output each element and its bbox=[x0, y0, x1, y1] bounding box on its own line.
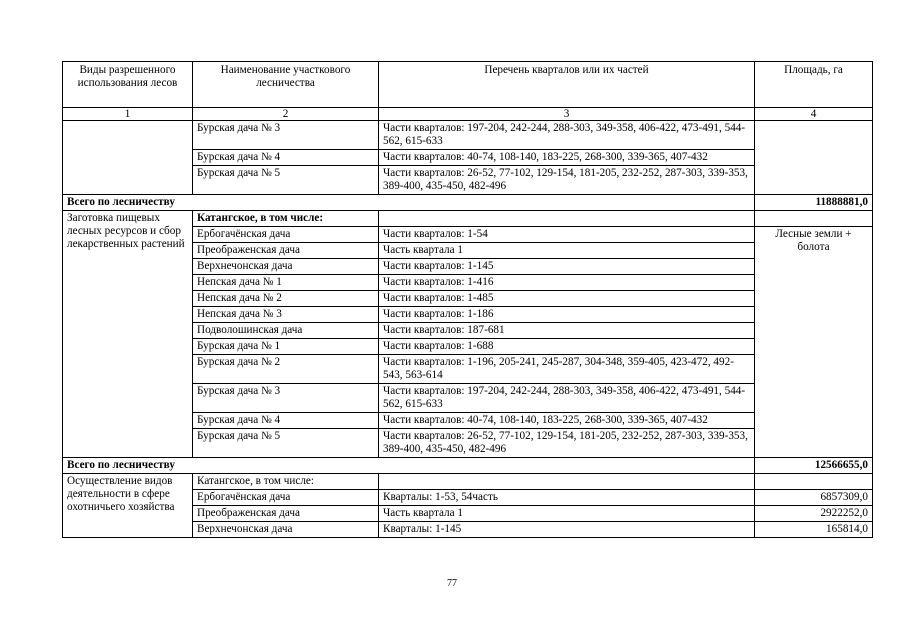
forestry-name-cell: Преображенская дача bbox=[193, 243, 379, 259]
area-cell bbox=[755, 121, 873, 195]
forestry-name-cell: Преображенская дача bbox=[193, 506, 379, 522]
area-cell: 2922252,0 bbox=[755, 506, 873, 522]
usage-type-cell bbox=[63, 121, 193, 195]
quarters-cell: Части кварталов: 1-186 bbox=[379, 307, 755, 323]
page-number: 77 bbox=[447, 578, 457, 589]
quarters-cell: Части кварталов: 1-485 bbox=[379, 291, 755, 307]
area-note-cell: Лесные земли + болота bbox=[755, 227, 873, 458]
table-row bbox=[63, 211, 873, 227]
quarters-cell: Часть квартала 1 bbox=[379, 243, 755, 259]
quarters-cell: Кварталы: 1-53, 54часть bbox=[379, 490, 755, 506]
forestry-name-cell: Бурская дача № 3 bbox=[193, 384, 379, 413]
area-cell: 6857309,0 bbox=[755, 490, 873, 506]
quarters-cell: Части кварталов: 26-52, 77-102, 129-154, 181-205, 232-252, 287-303, 339-353, 389-400, 435-450, 482-496 bbox=[379, 166, 755, 195]
column-number: 4 bbox=[755, 108, 873, 121]
quarters-cell: Части кварталов: 1-688 bbox=[379, 339, 755, 355]
usage-type-cell: Заготовка пищевых лесных ресурсов и сбор лекарственных растений bbox=[63, 211, 193, 458]
quarters-cell: Части кварталов: 1-145 bbox=[379, 259, 755, 275]
total-row bbox=[63, 195, 873, 211]
quarters-cell: Части кварталов: 40-74, 108-140, 183-225, 268-300, 339-365, 407-432 bbox=[379, 150, 755, 166]
forest-use-table bbox=[62, 61, 873, 538]
forestry-name-cell: Бурская дача № 2 bbox=[193, 355, 379, 384]
header-usage-type: Виды разрешенного использования лесов bbox=[63, 62, 193, 108]
quarters-cell: Части кварталов: 40-74, 108-140, 183-225, 268-300, 339-365, 407-432 bbox=[379, 413, 755, 429]
quarters-cell bbox=[379, 211, 755, 227]
forestry-name-cell: Бурская дача № 4 bbox=[193, 150, 379, 166]
usage-type-cell: Осуществление видов деятельности в сфере охотничьего хозяйства bbox=[63, 474, 193, 538]
column-number: 1 bbox=[63, 108, 193, 121]
total-row bbox=[63, 458, 873, 474]
quarters-cell: Часть квартала 1 bbox=[379, 506, 755, 522]
quarters-cell: Кварталы: 1-145 bbox=[379, 522, 755, 538]
quarters-cell bbox=[379, 474, 755, 490]
table-row bbox=[63, 121, 873, 150]
forestry-heading: Катангское, в том числе: bbox=[193, 474, 379, 490]
header-forestry-name: Наименование участкового лесничества bbox=[193, 62, 379, 108]
forestry-name-cell: Бурская дача № 4 bbox=[193, 413, 379, 429]
total-label: Всего по лесничеству bbox=[63, 458, 755, 474]
forestry-name-cell: Бурская дача № 5 bbox=[193, 429, 379, 458]
quarters-cell: Части кварталов: 187-681 bbox=[379, 323, 755, 339]
header-quarters-list: Перечень кварталов или их частей bbox=[379, 62, 755, 108]
forestry-heading: Катангское, в том числе: bbox=[193, 211, 379, 227]
forestry-name-cell: Непская дача № 3 bbox=[193, 307, 379, 323]
forestry-name-cell: Подволошинская дача bbox=[193, 323, 379, 339]
quarters-cell: Части кварталов: 1-416 bbox=[379, 275, 755, 291]
quarters-cell: Части кварталов: 26-52, 77-102, 129-154, 181-205, 232-252, 287-303, 339-353, 389-400, 435-450, 482-496 bbox=[379, 429, 755, 458]
quarters-cell: Части кварталов: 1-196, 205-241, 245-287, 304-348, 359-405, 423-472, 492-543, 563-614 bbox=[379, 355, 755, 384]
header-area: Площадь, га bbox=[755, 62, 873, 108]
forestry-name-cell: Верхнечонская дача bbox=[193, 259, 379, 275]
quarters-cell: Части кварталов: 197-204, 242-244, 288-303, 349-358, 406-422, 473-491, 544-562, 615-633 bbox=[379, 384, 755, 413]
quarters-cell: Части кварталов: 197-204, 242-244, 288-303, 349-358, 406-422, 473-491, 544-562, 615-633 bbox=[379, 121, 755, 150]
column-number-row bbox=[63, 108, 873, 121]
area-cell: 165814,0 bbox=[755, 522, 873, 538]
forestry-name-cell: Бурская дача № 1 bbox=[193, 339, 379, 355]
header-row bbox=[63, 62, 873, 108]
total-value: 12566655,0 bbox=[755, 458, 873, 474]
area-cell bbox=[755, 211, 873, 227]
document-page bbox=[62, 61, 872, 538]
area-cell bbox=[755, 474, 873, 490]
forestry-name-cell: Непская дача № 2 bbox=[193, 291, 379, 307]
column-number: 2 bbox=[193, 108, 379, 121]
column-number: 3 bbox=[379, 108, 755, 121]
forestry-name-cell: Бурская дача № 3 bbox=[193, 121, 379, 150]
total-label: Всего по лесничеству bbox=[63, 195, 755, 211]
table-row bbox=[63, 474, 873, 490]
forestry-name-cell: Ербогачёнская дача bbox=[193, 227, 379, 243]
forestry-name-cell: Ербогачёнская дача bbox=[193, 490, 379, 506]
forestry-name-cell: Непская дача № 1 bbox=[193, 275, 379, 291]
quarters-cell: Части кварталов: 1-54 bbox=[379, 227, 755, 243]
forestry-name-cell: Бурская дача № 5 bbox=[193, 166, 379, 195]
total-value: 11888881,0 bbox=[755, 195, 873, 211]
forestry-name-cell: Верхнечонская дача bbox=[193, 522, 379, 538]
